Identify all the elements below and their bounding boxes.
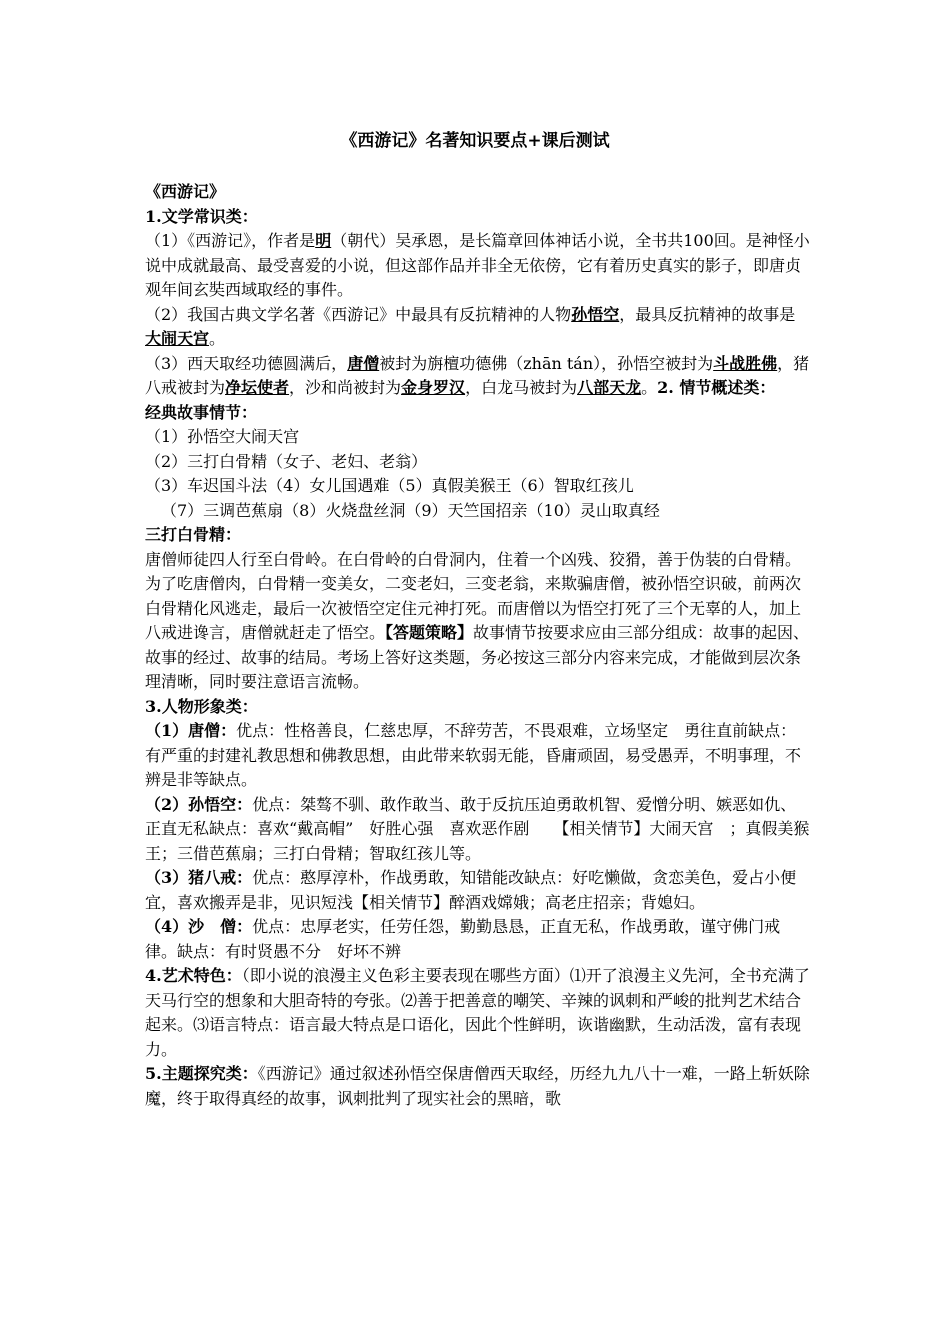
story-item: （1）孙悟空大闹天宫 — [145, 427, 300, 446]
story-paragraph: 唐僧师徒四人行至白骨岭。在白骨岭的白骨洞内，住着一个凶残、狡猾，善于伪装的白骨精。为了吃唐僧肉，白骨精一变美女，二变老妇，三变老翁，来欺骗唐僧，被孙悟空识破，前两次白骨精化风逃走，最后一次被悟空定住元神打死。而唐僧以为悟空打死了三个无辜的人，加上八戒进谗言，唐僧就赶走了悟空。【答题策略】故事情节按要求应由三部分组成：故事的起因、故事的经过、故事的结局。考场上答好这类题，务必按这三部分内容来完成，才能做到层次条理清晰，同时要注意语言流畅。 — [145, 549, 810, 691]
section-1-paragraph-3: （3）西天取经功德圆满后，唐僧被封为旃檀功德佛（zhān tán），孙悟空被封为斗战胜佛，猪八戒被封为净坛使者，沙和尚被封为金身罗汉，白龙马被封为八部天龙。2. 情节概述类： — [145, 353, 810, 397]
character-paragraph: （3）猪八戒：优点：憨厚淳朴，作战勇敢，知错能改缺点：好吃懒做，贪恋美色，爱占小便宜，喜欢搬弄是非，见识短浅【相关情节】醉酒戏嫦娥；高老庄招亲；背媳妇。 — [145, 868, 797, 912]
dynasty-answer: 明 — [315, 231, 332, 250]
section-5-paragraph: 5.主题探究类：《西游记》通过叙述孙悟空保唐僧西天取经，历经九九八十一难，一路上斩妖除魔，终于取得真经的故事，讽刺批判了现实社会的黑暗，歌 — [145, 1064, 810, 1108]
section-1-heading: 1.文学常识类： — [145, 206, 258, 226]
strategy-label: 【答题策略】 — [385, 623, 474, 642]
story-heading: 三打白骨精： — [145, 525, 242, 544]
section-1-paragraph-2: （2）我国古典文学名著《西游记》中最具有反抗精神的人物孙悟空，最具反抗精神的故事是大闹天宫。 — [145, 304, 796, 348]
section-4-paragraph: 4.艺术特色：（即小说的浪漫主义色彩主要表现在哪些方面）⑴开了浪漫主义先河，全书充满了天马行空的想象和大胆奇特的夸张。⑵善于把善意的嘲笑、辛辣的讽刺和严峻的批判艺术结合起来。⑶语言特点：语言最大特点是口语化，因此个性鲜明，诙谐幽默，生动活泼，富有表现力。 — [145, 966, 810, 1059]
title-answer-4: 金身罗汉 — [401, 378, 466, 397]
rebel-character-answer: 孙悟空 — [571, 304, 620, 324]
character-paragraph: （4）沙 僧：优点：忠厚老实，任劳任怨，勤勤恳恳，正直无私，作战勇敢，谨守佛门戒律。缺点：有时贤愚不分 好坏不辨 — [145, 917, 781, 961]
section-2-heading: 2. 情节概述类： — [657, 378, 776, 397]
section-4-heading: 4.艺术特色： — [145, 966, 242, 985]
document-title: 《西游记》名著知识要点+课后测试 — [340, 131, 610, 151]
story-item: （7）三调芭蕉扇（8）火烧盘丝洞（9）天竺国招亲（10）灵山取真经 — [161, 500, 660, 520]
section-3-heading: 3.人物形象类： — [145, 696, 258, 716]
character-paragraph: （2）孙悟空：优点：桀骜不驯、敢作敢当、敢于反抗压迫勇敢机智、爱憎分明、嫉恶如仇、正直无私缺点：喜欢“戴高帽” 好胜心强 喜欢恶作剧 【相关情节】大闹天宫 ；真假美猴王；三借芭蕉扇；三打白骨精；智取红孩儿等。 — [145, 794, 810, 863]
title-answer-3: 净坛使者 — [225, 378, 290, 397]
rebel-story-answer: 大闹天宫 — [145, 329, 210, 348]
classic-stories-heading: 经典故事情节： — [145, 402, 258, 422]
story-item: （2）三打白骨精（女子、老妇、老翁） — [145, 451, 428, 471]
title-answer-1: 唐僧 — [347, 353, 380, 373]
document-body — [145, 180, 810, 1111]
title-answer-2: 斗战胜佛 — [713, 353, 778, 373]
character-paragraph: （1）唐僧：优点：性格善良，仁慈忠厚，不辞劳苦，不畏艰难，立场坚定 勇往直前缺点：有严重的封建礼教思想和佛教思想，由此带来软弱无能，昏庸顽固，易受愚弄，不明事理，不辨是非等缺点。 — [145, 721, 802, 789]
section-1-paragraph-1: （1）《西游记》，作者是明（朝代）吴承恩，是长篇章回体神话小说，全书共100回。是神怪小说中成就最高、最受喜爱的小说，但这部作品并非全无依傍，它有着历史真实的影子，即唐贞观年间玄奘西域取经的事件。 — [145, 231, 810, 299]
section-5-heading: 5.主题探究类： — [145, 1064, 258, 1083]
story-item: （3）车迟国斗法（4）女儿国遇难（5）真假美猴王（6）智取红孩儿 — [145, 476, 634, 495]
title-answer-5: 八部天龙 — [577, 378, 642, 397]
book-heading: 《西游记》 — [145, 182, 226, 201]
